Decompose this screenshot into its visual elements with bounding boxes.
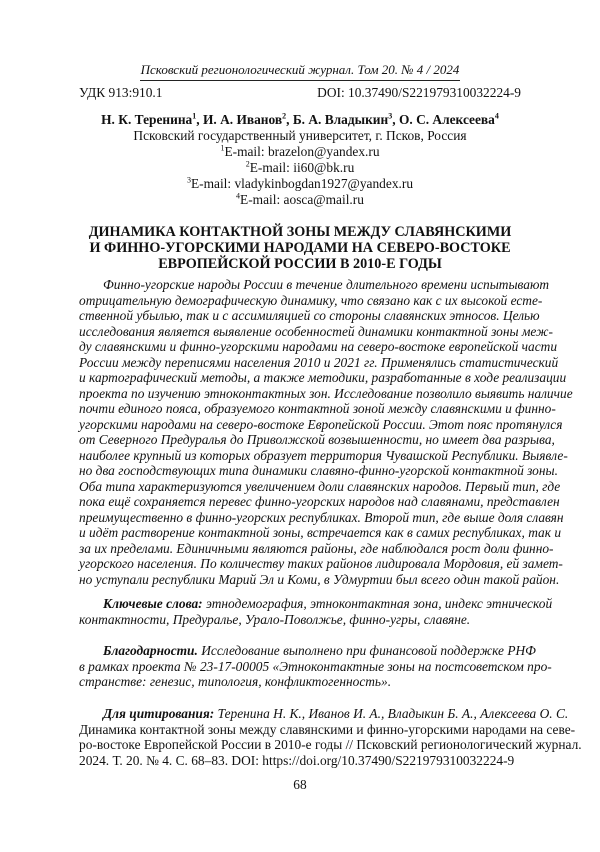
- keywords-text: этнодемография, этноконтактная зона, индекс этнической: [206, 596, 552, 611]
- affil-mark: 4: [495, 112, 499, 121]
- abstract-line: и картографический методы, а также методики, разработанные в ходе реализации: [79, 370, 521, 386]
- abstract-line: но два господствующих типа динамики славяно-финно-угорской контактной зоны.: [79, 463, 521, 479]
- journal-header: Псковский регионологический журнал. Том 20. № 4 / 2024: [100, 62, 500, 78]
- abstract-line: наиболее крупный из которых образует территория Чувашской Республики. Выявле-: [79, 448, 521, 464]
- abstract-line: почти единого пояса, образуемого контактной зоной между славянскими и финно-: [79, 401, 521, 417]
- email-link[interactable]: E-mail: brazelon@yandex.ru: [224, 144, 379, 159]
- email-link[interactable]: E-mail: vladykinbogdan1927@yandex.ru: [191, 176, 413, 191]
- citation-text[interactable]: 2024. Т. 20. № 4. С. 68–83. DOI: https://doi.org/10.37490/S221979310032224-9: [79, 753, 521, 769]
- affiliation: Псковский государственный университет, г. Псков, Россия: [60, 128, 540, 144]
- title-line: ДИНАМИКА КОНТАКТНОЙ ЗОНЫ МЕЖДУ СЛАВЯНСКИМИ: [60, 224, 540, 240]
- doi: DOI: 10.37490/S221979310032224-9: [317, 85, 521, 101]
- ack-text: странстве: генезис, типология, конфликтогенность».: [79, 674, 521, 690]
- ack-text: Исследование выполнено при финансовой поддержке РНФ: [201, 643, 536, 658]
- citation-label: Для цитирования:: [103, 706, 214, 721]
- page-number: 68: [0, 777, 600, 793]
- document-page: [0, 0, 600, 852]
- abstract-line: проекта по изучению этноконтактных зон. Исследование позволило выявить наличие: [79, 386, 521, 402]
- keywords-text: контактности, Предуралье, Урало-Поволжье, финно-угры, славяне.: [79, 612, 521, 628]
- email-link[interactable]: E-mail: ii60@bk.ru: [250, 160, 355, 175]
- affil-mark: 2: [282, 112, 286, 121]
- abstract-line: исследования является выявление особенностей динамики контактной зоны меж-: [79, 324, 521, 340]
- citation-text: ро-востоке Европейской России в 2010-е годы // Псковский регионологический журнал.: [79, 737, 521, 753]
- abstract-line: за их пределами. Единичными являются районы, где наблюдался рост доли финно-: [79, 541, 521, 557]
- abstract-line: Оба типа характеризуются увеличением доли славянских народов. Первый тип, где: [79, 479, 521, 495]
- author-block: [60, 112, 540, 208]
- abstract-line: ду славянскими и финно-угорскими народами на северо-востоке европейской части: [79, 339, 521, 355]
- keywords-line: [79, 596, 521, 612]
- title-line: И ФИННО-УГОРСКИМИ НАРОДАМИ НА СЕВЕРО-ВОСТОКЕ: [60, 240, 540, 256]
- abstract-line: пока ещё сохраняется перевес финно-угорских народов над славянами, представлен: [79, 494, 521, 510]
- abstract: [79, 277, 521, 587]
- abstract-line: угорского населения. По количеству таких районов лидировала Мордовия, ей замет-: [79, 556, 521, 572]
- abstract-line: Финно-угорские народы России в течение длительного времени испытывают: [79, 277, 521, 293]
- email-mark: 4: [236, 192, 240, 201]
- abstract-line: отрицательную демографическую динамику, что связано как с их высокой есте-: [79, 293, 521, 309]
- ack-text: в рамках проекта № 23-17-00005 «Этноконтактные зоны на постсоветском про-: [79, 659, 521, 675]
- author: Б. А. Владыкин: [293, 112, 388, 127]
- author: Н. К. Теренина: [101, 112, 192, 127]
- affil-mark: 3: [388, 112, 392, 121]
- citation-text: Динамика контактной зоны между славянскими и финно-угорскими народами на севе-: [79, 722, 521, 738]
- keywords-label: Ключевые слова:: [103, 596, 203, 611]
- author: О. С. Алексеева: [399, 112, 495, 127]
- author-list: Н. К. Теренина1, И. А. Иванов2, Б. А. Владыкин3, О. С. Алексеева4: [60, 112, 540, 128]
- title-line: ЕВРОПЕЙСКОЙ РОССИИ В 2010-Е ГОДЫ: [60, 256, 540, 272]
- citation-authors: Теренина Н. К., Иванов И. А., Владыкин Б. А., Алексеева О. С.: [218, 706, 569, 721]
- udk-code: УДК 913:910.1: [79, 85, 162, 101]
- email: [60, 176, 540, 192]
- abstract-line: от Северного Предуралья до Приволжской возвышенности, но имеет два разрыва,: [79, 432, 521, 448]
- keywords: [79, 596, 521, 627]
- acknowledgements: [79, 643, 521, 690]
- abstract-line: угорскими народами на северо-востоке Европейской России. Этот пояс протянулся: [79, 417, 521, 433]
- email-link[interactable]: E-mail: aosca@mail.ru: [240, 192, 364, 207]
- abstract-line: России между переписями населения 2010 и 2021 гг. Применялись статистический: [79, 355, 521, 371]
- citation: [79, 706, 521, 768]
- email: [60, 144, 540, 160]
- ack-line: [79, 643, 521, 659]
- citation-line: [79, 706, 521, 722]
- email: [60, 192, 540, 208]
- affil-mark: 1: [192, 112, 196, 121]
- author: И. А. Иванов: [203, 112, 282, 127]
- abstract-line: и идёт растворение контактной зоны, встречается как в самих республиках, так и: [79, 525, 521, 541]
- email: [60, 160, 540, 176]
- header-rule: [140, 80, 460, 81]
- ack-label: Благодарности.: [103, 643, 198, 658]
- email-mark: 3: [187, 176, 191, 185]
- abstract-line: ственной убылью, так и с ассимиляцией со стороны славянских этносов. Целью: [79, 308, 521, 324]
- abstract-line: но уступали республики Марий Эл и Коми, в Удмуртии был всего один такой район.: [79, 572, 521, 588]
- article-title: [60, 224, 540, 272]
- abstract-line: преимущественно в финно-угорских республиках. Второй тип, где выше доля славян: [79, 510, 521, 526]
- email-mark: 1: [220, 144, 224, 153]
- email-mark: 2: [246, 160, 250, 169]
